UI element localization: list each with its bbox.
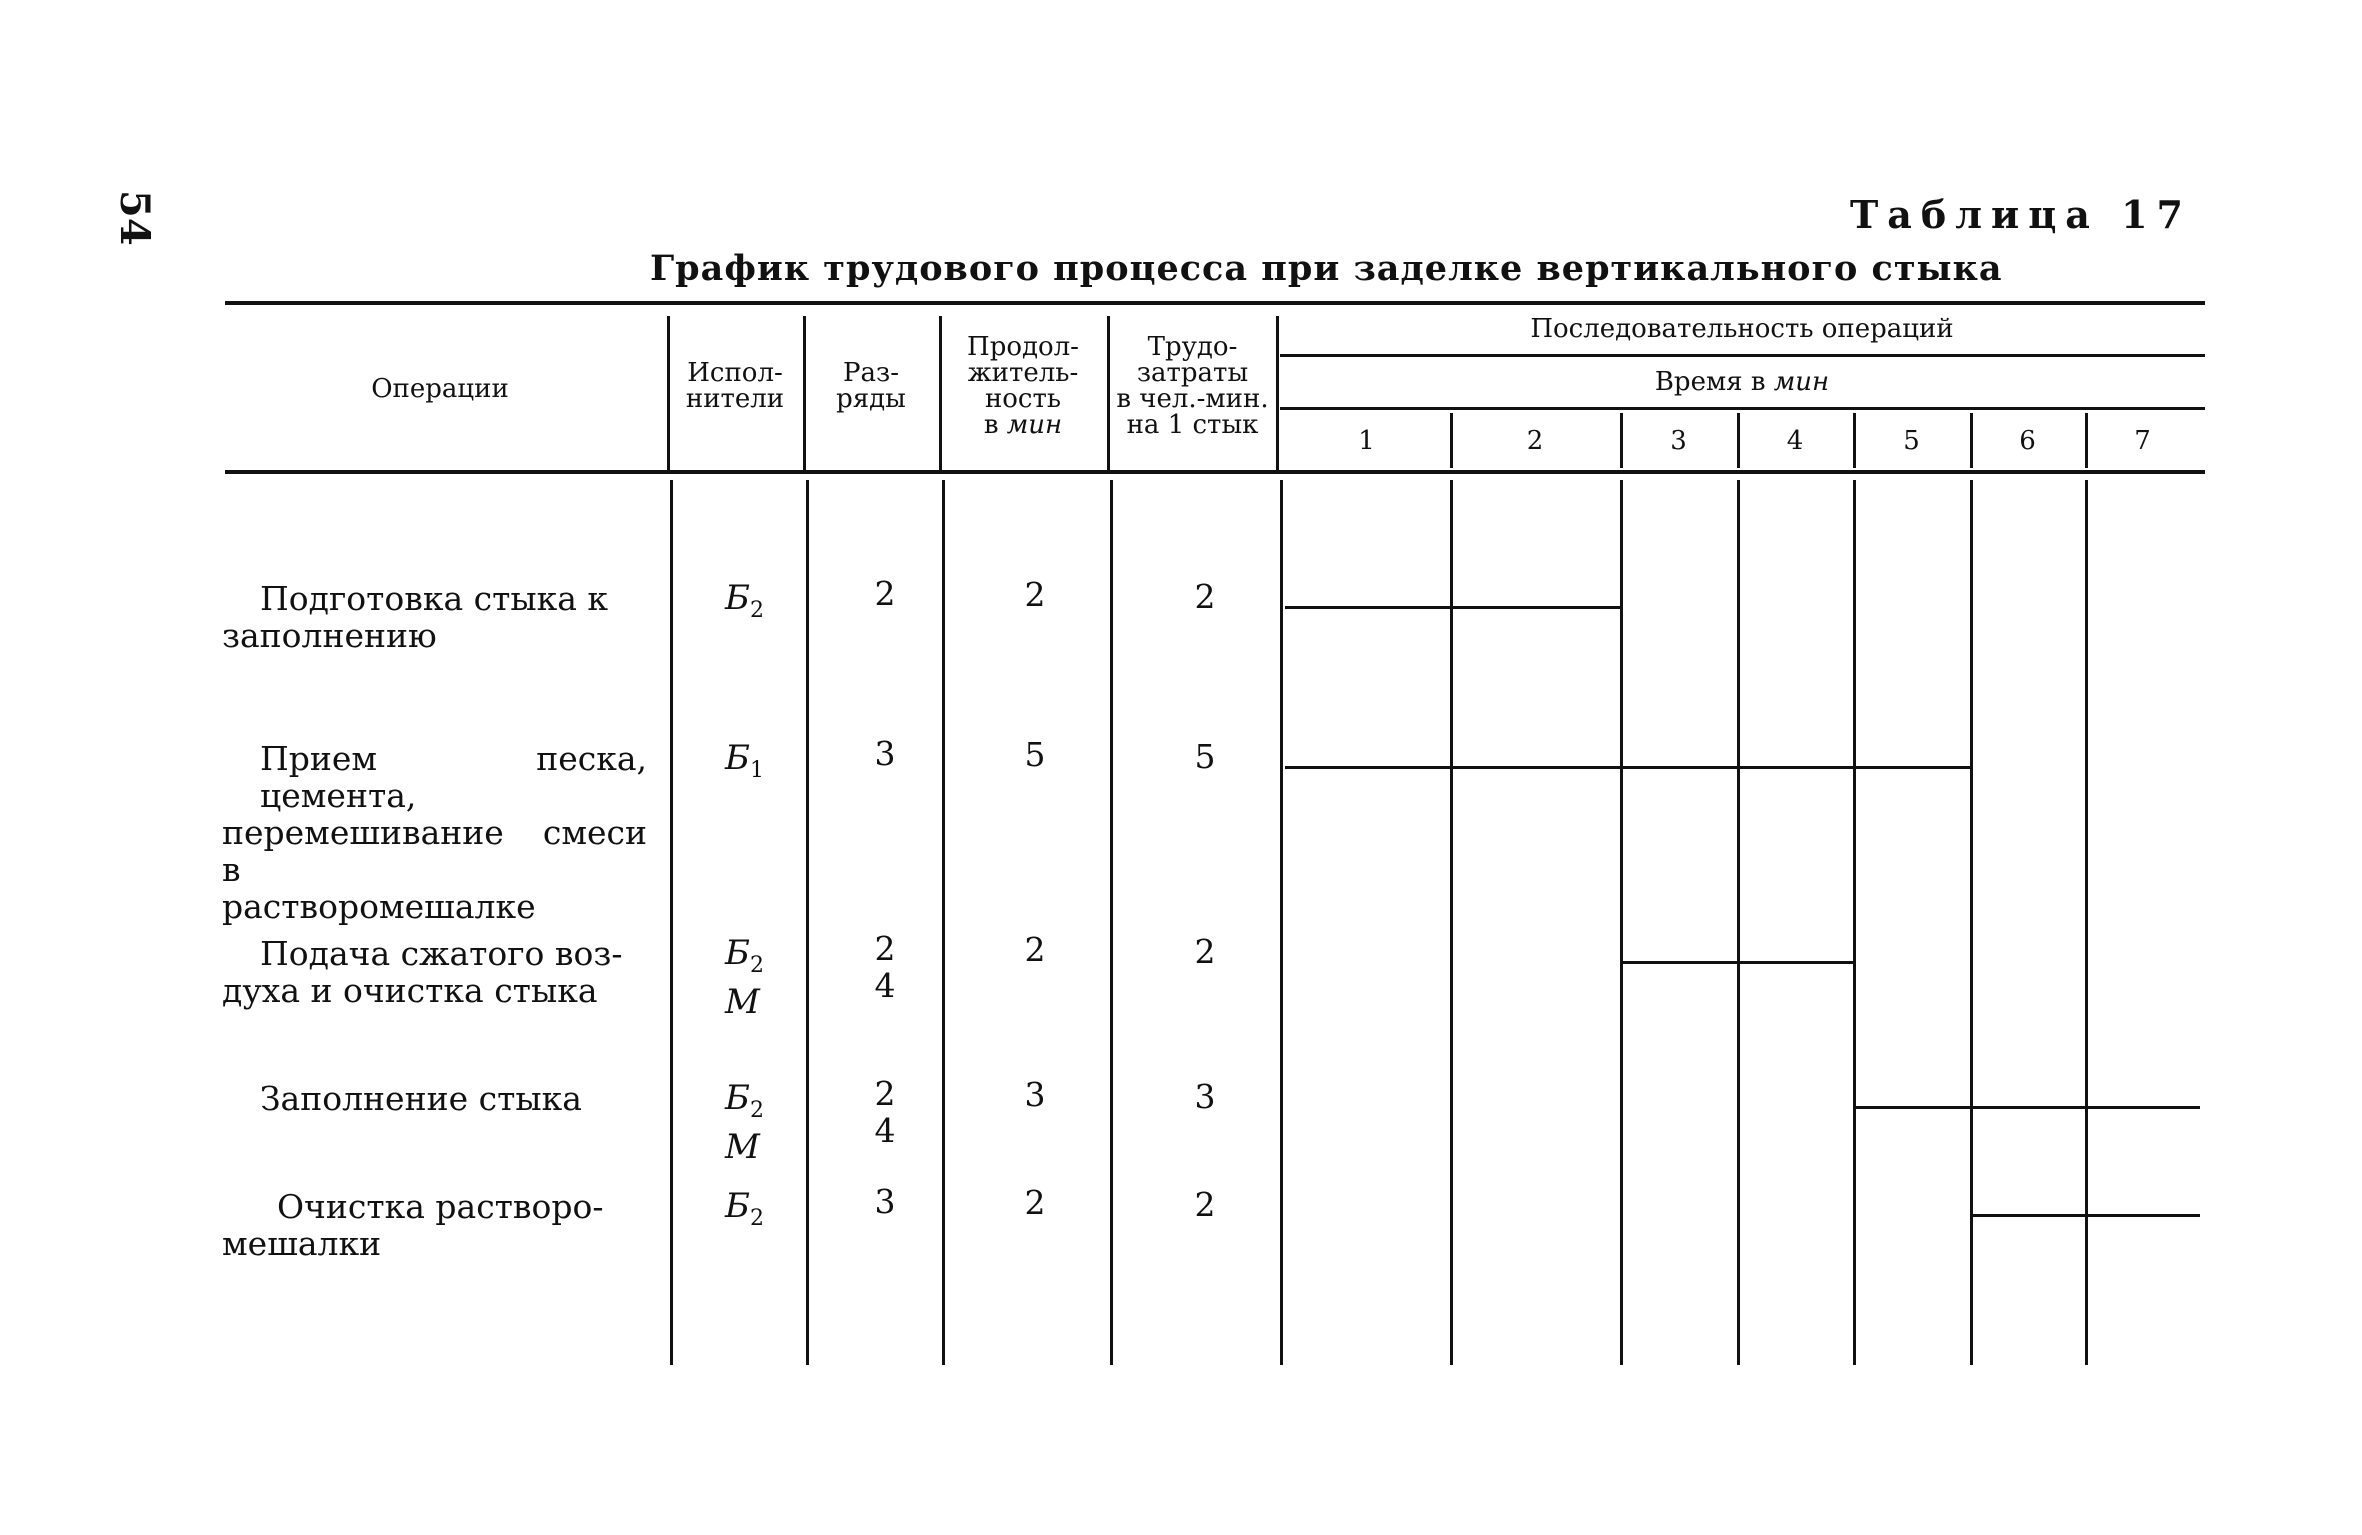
operation-line: Подготовка стыка к xyxy=(260,579,609,618)
minute-grid-line xyxy=(1853,480,1856,1365)
schedule-bar xyxy=(1622,961,1853,964)
grade-value: 2 xyxy=(874,574,896,613)
grade-values xyxy=(855,1183,915,1220)
minute-grid-line xyxy=(2085,480,2088,1365)
grade-values xyxy=(855,1075,915,1149)
operation-line: духа и очистка стыка xyxy=(222,971,598,1010)
minute-header-7: 7 xyxy=(2134,426,2151,456)
header-labor: Трудо- затраты в чел.-мин. на 1 стык xyxy=(1116,332,1269,440)
worker-codes xyxy=(725,1188,764,1237)
col-sep-5 xyxy=(1276,316,1279,470)
worker-code: М xyxy=(725,1126,760,1167)
worker-codes xyxy=(725,740,764,789)
worker-code: $Б_2$ xyxy=(725,578,764,623)
body-column-sep xyxy=(806,480,809,1365)
minute-header-sep xyxy=(1620,413,1623,468)
worker-code-subscript: 2 xyxy=(750,1205,764,1231)
grade-values xyxy=(855,930,915,1004)
schedule-bar xyxy=(1855,1106,2200,1109)
minute-grid-line xyxy=(1970,480,1973,1365)
minute-header-sep xyxy=(1450,413,1453,468)
body-column-sep xyxy=(1280,480,1283,1365)
worker-code: $Б_2$ xyxy=(725,1078,764,1123)
grade-values xyxy=(855,575,915,612)
body-column-sep xyxy=(942,480,945,1365)
minute-grid-line xyxy=(1450,480,1453,1365)
header-sequence: Последовательность операций xyxy=(1530,314,1954,344)
minute-header-5: 5 xyxy=(1903,426,1920,456)
duration-value: 2 xyxy=(1024,930,1046,969)
minute-header-sep xyxy=(1853,413,1856,468)
worker-code: $Б_2$ xyxy=(725,1186,764,1231)
grade-value: 4 xyxy=(874,966,896,1005)
operation-name xyxy=(222,1080,647,1117)
minute-grid-line xyxy=(1737,480,1740,1365)
minute-header-sep xyxy=(1970,413,1973,468)
minute-grid-line xyxy=(1620,480,1623,1365)
operation-line: Прием песка, цемента, xyxy=(260,739,647,815)
schedule-bar xyxy=(1972,1214,2200,1217)
minute-header-4: 4 xyxy=(1786,426,1804,456)
minute-header-sep xyxy=(1737,413,1740,468)
operation-line: растворомешалке xyxy=(222,887,536,926)
grade-value: 2 xyxy=(874,929,896,968)
grade-value: 3 xyxy=(874,734,896,773)
header-workers: Испол- нители xyxy=(685,358,785,414)
page-number: 54 xyxy=(111,190,158,246)
worker-code: $Б_2$ xyxy=(725,933,764,978)
operation-line: Заполнение стыка xyxy=(260,1079,582,1118)
header-time: Время в мин xyxy=(1654,367,1830,397)
grade-value: 2 xyxy=(874,1074,896,1113)
worker-code: $Б_1$ xyxy=(725,738,764,783)
header-grades: Раз- ряды xyxy=(836,358,906,414)
table-label: Таблица 17 xyxy=(1849,192,2192,237)
minute-header-1: 1 xyxy=(1358,426,1375,456)
worker-codes xyxy=(725,1080,764,1166)
operation-name xyxy=(222,1188,647,1262)
time-subheader-rule xyxy=(1280,407,2205,410)
labor-value: 2 xyxy=(1194,1185,1216,1224)
minute-header-2: 2 xyxy=(1526,426,1544,456)
worker-code-subscript: 2 xyxy=(750,952,764,978)
body-column-sep xyxy=(670,480,673,1365)
table-header-bottom-rule xyxy=(225,470,2205,474)
worker-codes xyxy=(725,935,764,1021)
labor-value: 3 xyxy=(1194,1077,1216,1116)
operation-line: перемешивание смеси в xyxy=(222,813,647,889)
operation-line: мешалки xyxy=(222,1224,382,1263)
operation-line: заполнению xyxy=(222,616,437,655)
labor-value: 2 xyxy=(1194,932,1216,971)
grade-values xyxy=(855,735,915,772)
schedule-bar xyxy=(1285,606,1620,609)
operation-name xyxy=(222,580,647,654)
minute-header-6: 6 xyxy=(2019,426,2036,456)
worker-code-subscript: 1 xyxy=(750,757,764,783)
header-duration: Продол- житель- ность в мин xyxy=(967,332,1079,440)
operation-name xyxy=(222,935,647,1009)
duration-value: 3 xyxy=(1024,1075,1046,1114)
table-top-rule xyxy=(225,301,2205,305)
sequence-subheader-rule xyxy=(1280,354,2205,357)
document-title: График трудового процесса при заделке вертикального стыка xyxy=(650,248,2003,289)
header-operations: Операции xyxy=(371,374,509,404)
labor-value: 2 xyxy=(1194,577,1216,616)
worker-code-subscript: 2 xyxy=(750,597,764,623)
minute-header-3: 3 xyxy=(1670,426,1687,456)
grade-value: 4 xyxy=(874,1111,896,1150)
worker-code: М xyxy=(725,981,760,1022)
operation-line: Подача сжатого воз- xyxy=(260,934,623,973)
schedule-bar xyxy=(1285,766,1970,769)
labor-value: 5 xyxy=(1194,737,1216,776)
duration-value: 5 xyxy=(1024,735,1046,774)
duration-value: 2 xyxy=(1024,575,1046,614)
duration-value: 2 xyxy=(1024,1183,1046,1222)
worker-codes xyxy=(725,580,764,629)
grade-value: 3 xyxy=(874,1182,896,1221)
operation-name xyxy=(222,740,647,925)
operation-line: Очистка растворо- xyxy=(277,1187,604,1226)
minute-header-sep xyxy=(2085,413,2088,468)
worker-code-subscript: 2 xyxy=(750,1097,764,1123)
body-column-sep xyxy=(1110,480,1113,1365)
